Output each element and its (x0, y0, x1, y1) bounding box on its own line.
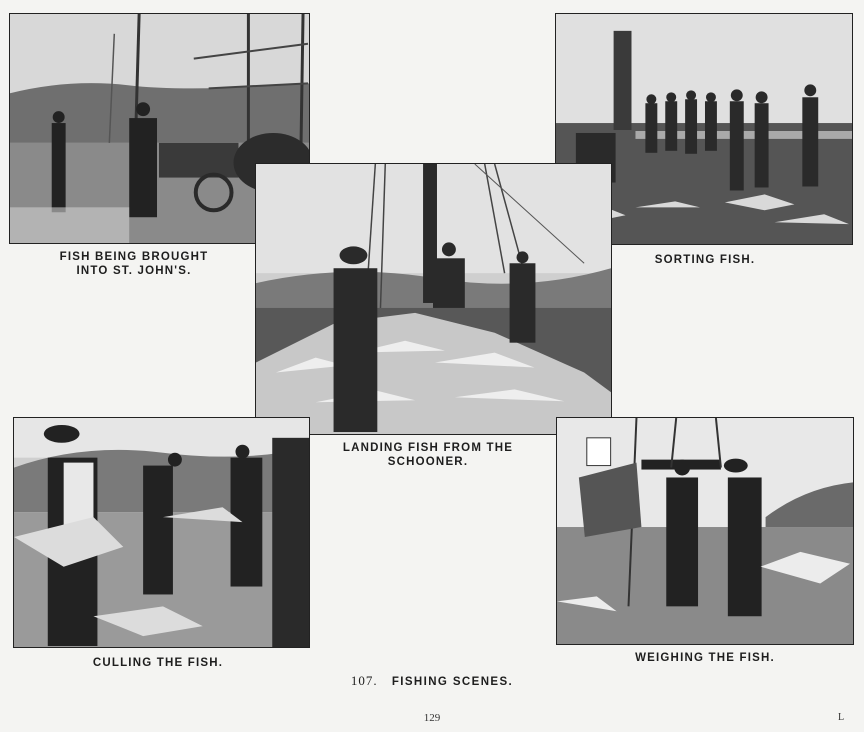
signature-mark: L (838, 712, 845, 723)
caption-sorting-fish: SORTING FISH. (654, 254, 756, 266)
caption-weighing-fish: WEIGHING THE FISH. (635, 652, 775, 664)
photo-weighing-fish-image (557, 418, 853, 644)
plate-title-text: FISHING SCENES. (391, 676, 514, 688)
caption-landing-fish: LANDING FISH FROM THE SCHOONER. (342, 442, 514, 468)
page-number: 129 (423, 712, 441, 724)
plate-number: 107. (350, 673, 378, 688)
photo-culling-fish-image (14, 418, 309, 647)
photo-weighing-fish (556, 417, 854, 645)
plate-title (0, 673, 864, 689)
caption-fish-brought-into-st-johns: FISH BEING BROUGHT INTO ST. JOHN'S. (59, 251, 209, 277)
photo-landing-fish (255, 163, 612, 435)
photo-landing-fish-image (256, 164, 611, 434)
photo-culling-fish (13, 417, 310, 648)
caption-culling-fish: CULLING THE FISH. (92, 657, 224, 669)
